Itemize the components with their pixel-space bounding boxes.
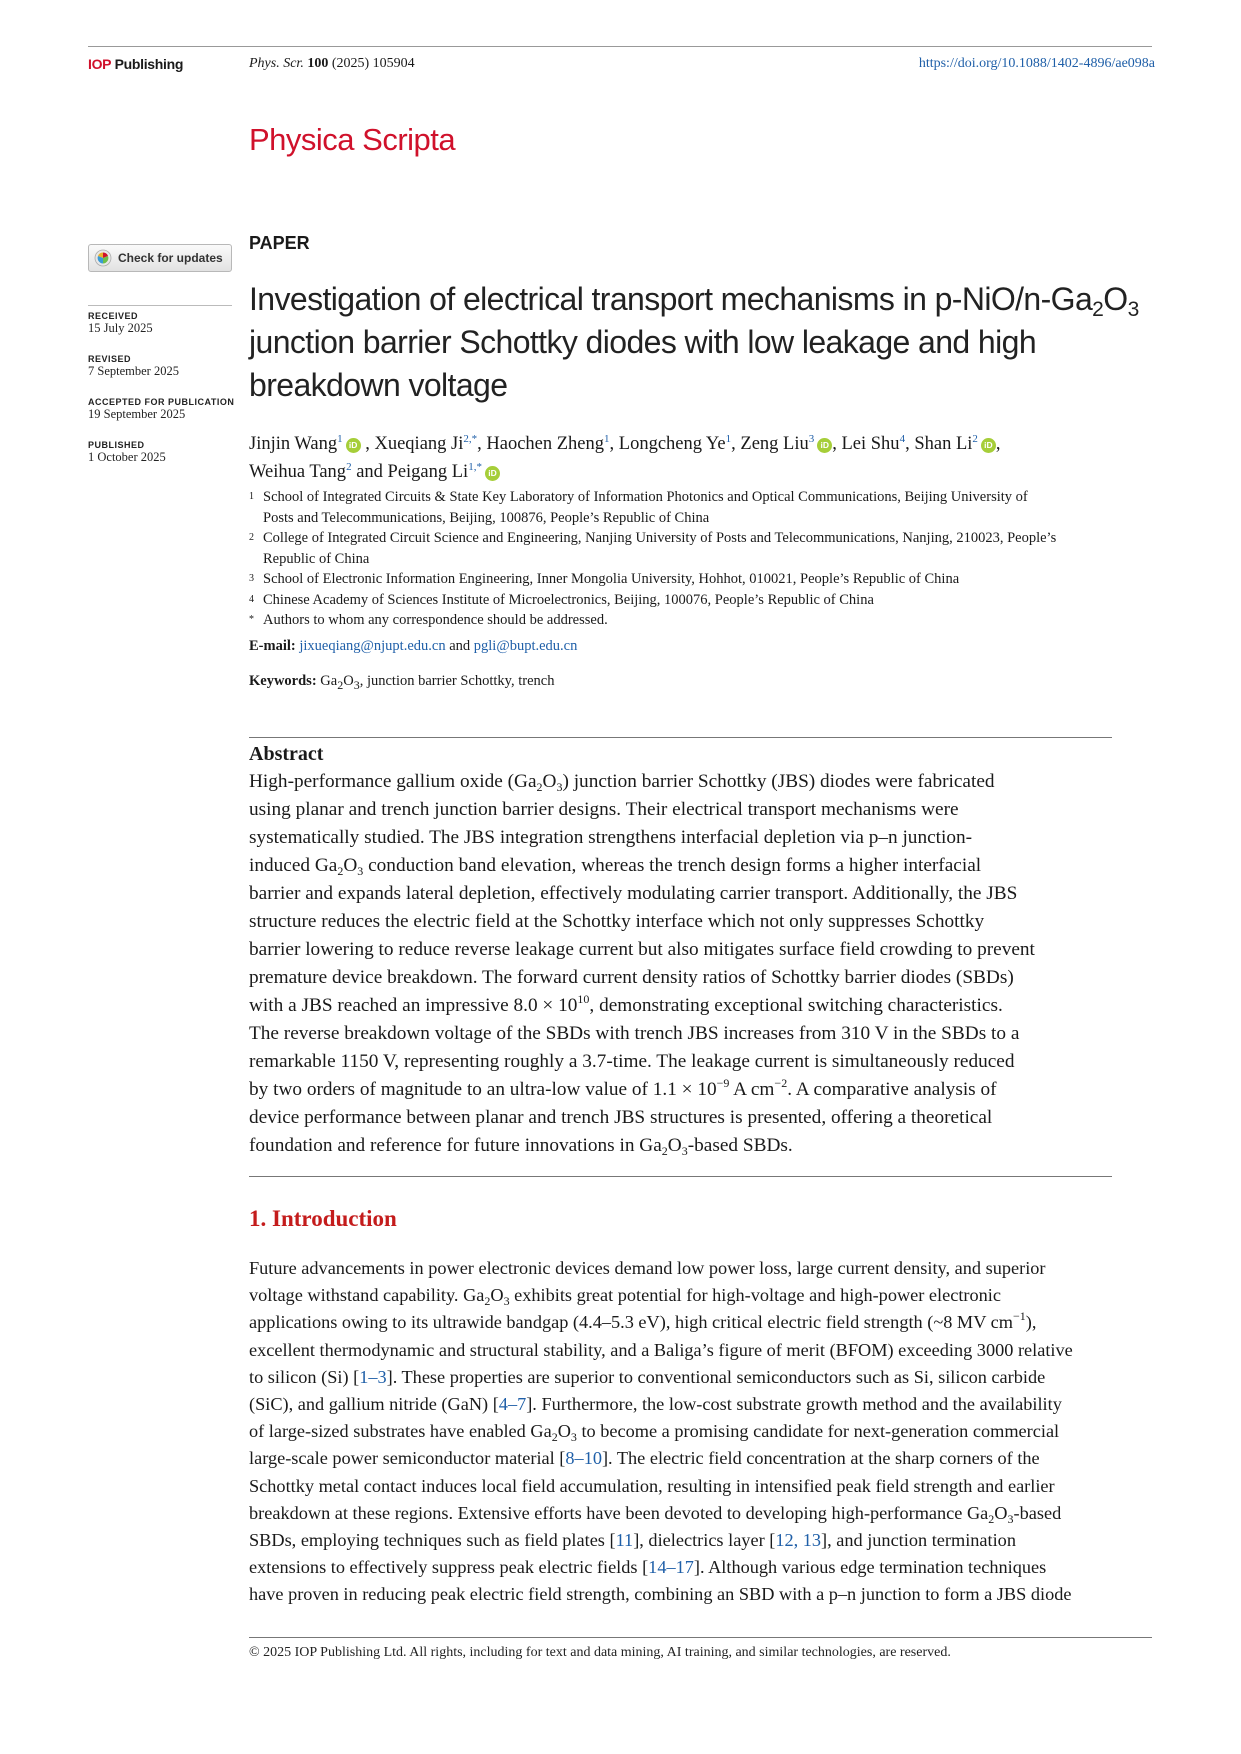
intro-text: Schottky metal contact induces local field accumulation, resulting in intensified peak field strength and earlier xyxy=(249,1475,1055,1496)
subscript: 3 xyxy=(681,1144,688,1158)
abstract-text: by two orders of magnitude to an ultra-low value of 1.1 × 10 xyxy=(249,1079,717,1100)
affiliation-number: 2 xyxy=(249,532,254,543)
intro-text: (SiC), and gallium nitride (GaN) [ xyxy=(249,1394,499,1415)
subscript: 3 xyxy=(570,1430,577,1445)
email-label: E-mail: xyxy=(249,638,296,654)
abstract-text: systematically studied. The JBS integration strengthens interfacial depletion via p–n junction- xyxy=(249,827,973,848)
intro-text: exhibits great potential for high-voltage and high-power electronic xyxy=(509,1285,1001,1306)
author-name[interactable]: Longcheng Ye xyxy=(618,434,726,454)
author-affil: 1 xyxy=(337,433,343,445)
publisher-text: Publishing xyxy=(114,56,184,72)
history-date: 7 September 2025 xyxy=(88,364,179,378)
intro-text: voltage withstand capability. Ga xyxy=(249,1285,485,1306)
intro-text: ], and junction termination xyxy=(821,1530,1016,1551)
intro-text: -based xyxy=(1013,1502,1062,1523)
title-line-2: junction barrier Schottky diodes with low leakage and high xyxy=(249,324,1037,360)
abstract-text: structure reduces the electric field at the Schottky interface which not only suppresses Schottky xyxy=(249,911,985,932)
subscript: 3 xyxy=(357,864,364,878)
affiliation-item xyxy=(249,569,1159,590)
citation-link[interactable]: 11 xyxy=(615,1530,634,1551)
author-and: and xyxy=(356,462,383,482)
citation-link[interactable]: 14–17 xyxy=(648,1557,694,1578)
abstract-text: foundation and reference for future innovations in Ga xyxy=(249,1135,662,1156)
intro-text: of large-sized substrates have enabled Ga xyxy=(249,1421,552,1442)
abstract-text: A cm xyxy=(729,1079,775,1100)
author-name[interactable]: Shan Li xyxy=(914,434,973,454)
author-name[interactable]: Peigang Li xyxy=(387,462,469,482)
abstract-text: ) junction barrier Schottky (JBS) diodes were fabricated xyxy=(562,771,995,792)
history-date: 15 July 2025 xyxy=(88,321,153,335)
history-label: PUBLISHED xyxy=(88,440,145,450)
abstract-text: O xyxy=(343,855,358,876)
intro-text: O xyxy=(557,1421,571,1442)
abstract-body xyxy=(249,768,1161,1160)
superscript: −2 xyxy=(774,1076,788,1090)
author-affil: 2,* xyxy=(463,433,478,445)
author-affil: 1 xyxy=(725,433,732,445)
orcid-icon[interactable]: iD xyxy=(817,438,832,453)
subscript: 2 xyxy=(988,1511,995,1526)
keyword-text: Ga xyxy=(320,673,338,689)
check-for-updates-label: Check for updates xyxy=(118,251,223,265)
author-separator: , xyxy=(731,434,736,454)
subscript: 2 xyxy=(536,780,543,794)
author-name[interactable]: Lei Shu xyxy=(841,434,900,454)
subscript: 3 xyxy=(1007,1511,1014,1526)
affiliation-item xyxy=(249,487,1159,528)
abstract-text: O xyxy=(542,771,557,792)
author-separator: , xyxy=(477,434,482,454)
introduction-body xyxy=(249,1255,1161,1609)
section-heading-introduction: 1. Introduction xyxy=(249,1206,397,1231)
footer-rule xyxy=(249,1637,1152,1638)
author-affil: 1,* xyxy=(468,461,482,473)
superscript: −9 xyxy=(716,1076,730,1090)
intro-text: to silicon (Si) [ xyxy=(249,1366,360,1387)
header-top-rule xyxy=(88,46,1152,47)
publisher-mark: IOP xyxy=(88,56,111,72)
doi-link[interactable]: https://doi.org/10.1088/1402-4896/ae098a xyxy=(918,56,1155,71)
author-name[interactable]: Haochen Zheng xyxy=(486,434,605,454)
intro-text: large-scale power semiconductor material [ xyxy=(249,1448,566,1469)
subscript: 3 xyxy=(353,678,360,692)
abstract-text: -based SBDs. xyxy=(687,1135,793,1156)
subscript: 2 xyxy=(484,1294,491,1309)
subscript: 2 xyxy=(337,678,344,692)
abstract-text: barrier and expands lateral depletion, effectively modulating carrier transport. Additionally, the JBS xyxy=(249,883,1018,904)
history-received xyxy=(88,311,248,354)
article-history xyxy=(88,311,248,483)
subscript: 2 xyxy=(337,864,344,878)
orcid-icon[interactable]: iD xyxy=(346,438,361,453)
abstract-heading: Abstract xyxy=(249,743,324,765)
journal-title[interactable]: Physica Scripta xyxy=(249,122,456,157)
history-date: 19 September 2025 xyxy=(88,407,186,421)
keyword-text: O xyxy=(343,673,354,689)
abstract-text: remarkable 1150 V, representing roughly a 3.7-time. The leakage current is simultaneously reduced xyxy=(249,1051,1015,1072)
affiliation-text-cont: Posts and Telecommunications, Beijing, 100876, People’s Republic of China xyxy=(263,509,710,526)
affiliation-item xyxy=(249,590,1159,611)
author-separator: , xyxy=(905,434,910,454)
intro-text: Future advancements in power electronic devices demand low power loss, large current density, and superior xyxy=(249,1258,1046,1278)
superscript: 10 xyxy=(577,992,590,1006)
author-affil: 1 xyxy=(604,433,610,445)
abstract-text: conduction band elevation, whereas the trench design forms a higher interfacial xyxy=(363,855,982,876)
title-line-1: Investigation of electrical transport mechanisms in p-NiO/n-Ga xyxy=(249,281,1093,317)
abstract-text: device performance between planar and trench JBS structures is presented, offering a theoretical xyxy=(249,1107,993,1128)
subscript: 3 xyxy=(503,1294,510,1309)
history-published xyxy=(88,440,248,483)
abstract-text: The reverse breakdown voltage of the SBDs with trench JBS increases from 310 V in the SBDs to a xyxy=(249,1023,1020,1044)
author-affil: 2 xyxy=(346,461,352,473)
intro-text: O xyxy=(490,1285,504,1306)
history-date: 1 October 2025 xyxy=(88,450,166,464)
abstract-text: , demonstrating exceptional switching characteristics. xyxy=(589,995,1003,1016)
abstract-text: High-performance gallium oxide (Ga xyxy=(249,771,537,792)
check-for-updates-button[interactable] xyxy=(88,244,232,272)
author-affil: 2 xyxy=(972,433,978,445)
intro-text: SBDs, employing techniques such as field plates [ xyxy=(249,1530,616,1551)
affiliation-item xyxy=(249,528,1159,569)
abstract-text: . A comparative analysis of xyxy=(787,1079,997,1100)
author-name[interactable]: Jinjin Wang xyxy=(249,434,338,454)
superscript: −1 xyxy=(1012,1309,1026,1324)
author-affil: 4 xyxy=(899,433,906,445)
abstract-text: barrier lowering to reduce reverse leakage current but also mitigates surface field crowding to prevent xyxy=(249,939,1035,960)
history-label: RECEIVED xyxy=(88,311,139,321)
subscript: 3 xyxy=(556,780,563,794)
intro-text: applications owing to its ultrawide bandgap (4.4–5.3 eV), high critical electric field strength (~8 MV cm xyxy=(249,1312,1013,1333)
abstract-text: induced Ga xyxy=(249,855,338,876)
affiliation-number: * xyxy=(249,614,254,625)
title-sub: 3 xyxy=(1127,298,1139,321)
author-separator: , xyxy=(365,434,370,454)
title-o: O xyxy=(1103,281,1128,317)
abstract-text: premature device breakdown. The forward current density ratios of Schottky barrier diodes (SBDs) xyxy=(249,967,1014,988)
citation-link[interactable]: 12, 13 xyxy=(775,1530,822,1551)
affiliation-text: Authors to whom any correspondence should be addressed. xyxy=(263,612,608,628)
orcid-icon[interactable]: iD xyxy=(485,466,500,481)
article-title xyxy=(249,278,1149,407)
affiliations xyxy=(249,487,1159,631)
intro-text: to become a promising candidate for next-generation commercial xyxy=(576,1421,1060,1442)
history-rule xyxy=(88,305,232,306)
intro-text: ]. These properties are superior to conventional semiconductors such as Si, silicon carbide xyxy=(386,1366,1046,1387)
intro-text: ]. The electric field concentration at the sharp corners of the xyxy=(601,1448,1040,1469)
affiliation-text-cont: Republic of China xyxy=(263,550,370,567)
citation-link[interactable]: 1–3 xyxy=(359,1366,387,1387)
author-name[interactable]: Weihua Tang xyxy=(249,462,347,482)
email-line xyxy=(249,638,577,655)
keywords-label: Keywords: xyxy=(249,673,317,689)
publisher-logo[interactable] xyxy=(88,56,183,72)
abstract-text: O xyxy=(667,1135,682,1156)
author-name[interactable]: Zeng Liu xyxy=(740,434,809,454)
citation-link[interactable]: 8–10 xyxy=(565,1448,602,1469)
intro-text: extensions to effectively suppress peak electric fields [ xyxy=(249,1557,649,1578)
keyword-text: , junction barrier Schottky, trench xyxy=(359,673,555,689)
affiliation-text: Chinese Academy of Sciences Institute of Microelectronics, Beijing, 100076, People’s Republic of China xyxy=(263,591,874,608)
intro-text: ]. Although various edge termination techniques xyxy=(693,1557,1047,1578)
author-affil: 3 xyxy=(808,433,815,445)
affiliation-number: 3 xyxy=(249,573,254,584)
journal-volume: 100 xyxy=(307,56,329,71)
article-type: PAPER xyxy=(249,233,310,253)
subscript: 2 xyxy=(551,1430,558,1445)
intro-text: have proven in reducing peak electric field strength, combining an SBD with a p–n junction to form a JBS diode xyxy=(249,1584,1072,1605)
abstract-text: with a JBS reached an impressive 8.0 × 10 xyxy=(249,995,578,1016)
author-separator: , xyxy=(995,434,1001,454)
author-separator: , xyxy=(609,434,615,454)
author-name[interactable]: Xueqiang Ji xyxy=(374,434,464,454)
affiliation-text: School of Electronic Information Engineering, Inner Mongolia University, Hohhot, 010021, People’s Republic of China xyxy=(263,571,960,587)
email-link[interactable]: pgli@bupt.edu.cn xyxy=(473,638,578,654)
history-label: REVISED xyxy=(88,354,132,364)
email-link[interactable]: jixueqiang@njupt.edu.cn xyxy=(299,638,446,654)
crossmark-icon xyxy=(94,249,112,267)
copyright-footer: © 2025 IOP Publishing Ltd. All rights, including for text and data mining, AI training, and similar technologies, are reserved. xyxy=(249,1645,951,1660)
author-list xyxy=(249,430,1159,486)
abstract-text: using planar and trench junction barrier designs. Their electrical transport mechanisms were xyxy=(249,799,959,820)
abstract-top-rule xyxy=(249,737,1112,738)
affiliation-text: College of Integrated Circuit Science and Engineering, Nanjing University of Posts and Telecommunications, Nanjing, 210023, People’s xyxy=(263,530,1057,546)
title-line-3: breakdown voltage xyxy=(249,367,508,403)
intro-text: ]. Furthermore, the low-cost substrate growth method and the availability xyxy=(526,1394,1062,1415)
intro-text: ], dielectrics layer [ xyxy=(633,1530,776,1551)
author-separator: , xyxy=(832,434,837,454)
history-accepted xyxy=(88,397,248,440)
history-label: ACCEPTED FOR PUBLICATION xyxy=(88,397,235,407)
journal-year-article: (2025) 105904 xyxy=(331,56,415,71)
history-revised xyxy=(88,354,248,397)
subscript: 2 xyxy=(661,1144,668,1158)
citation-link[interactable]: 4–7 xyxy=(498,1394,527,1415)
title-sub: 2 xyxy=(1092,298,1104,321)
intro-text: breakdown at these regions. Extensive efforts have been devoted to developing high-performance Ga xyxy=(249,1502,989,1523)
orcid-icon[interactable]: iD xyxy=(981,438,996,453)
affiliation-number: 4 xyxy=(249,593,254,605)
intro-text: O xyxy=(994,1502,1008,1523)
affiliation-text: School of Integrated Circuits & State Key Laboratory of Information Photonics and Optical Communications, Beijing University of xyxy=(263,489,1028,505)
email-joiner: and xyxy=(449,638,471,654)
journal-citation xyxy=(249,56,415,72)
affiliation-number: 1 xyxy=(249,491,254,502)
keywords-line xyxy=(249,673,554,690)
affiliation-item xyxy=(249,610,1159,631)
intro-text: excellent thermodynamic and structural stability, and a Baliga’s figure of merit (BFOM) exceeding 3000 relative xyxy=(249,1339,1073,1360)
intro-text: ), xyxy=(1025,1312,1037,1333)
abstract-bottom-rule xyxy=(249,1176,1112,1177)
journal-abbrev: Phys. Scr. xyxy=(249,56,304,71)
